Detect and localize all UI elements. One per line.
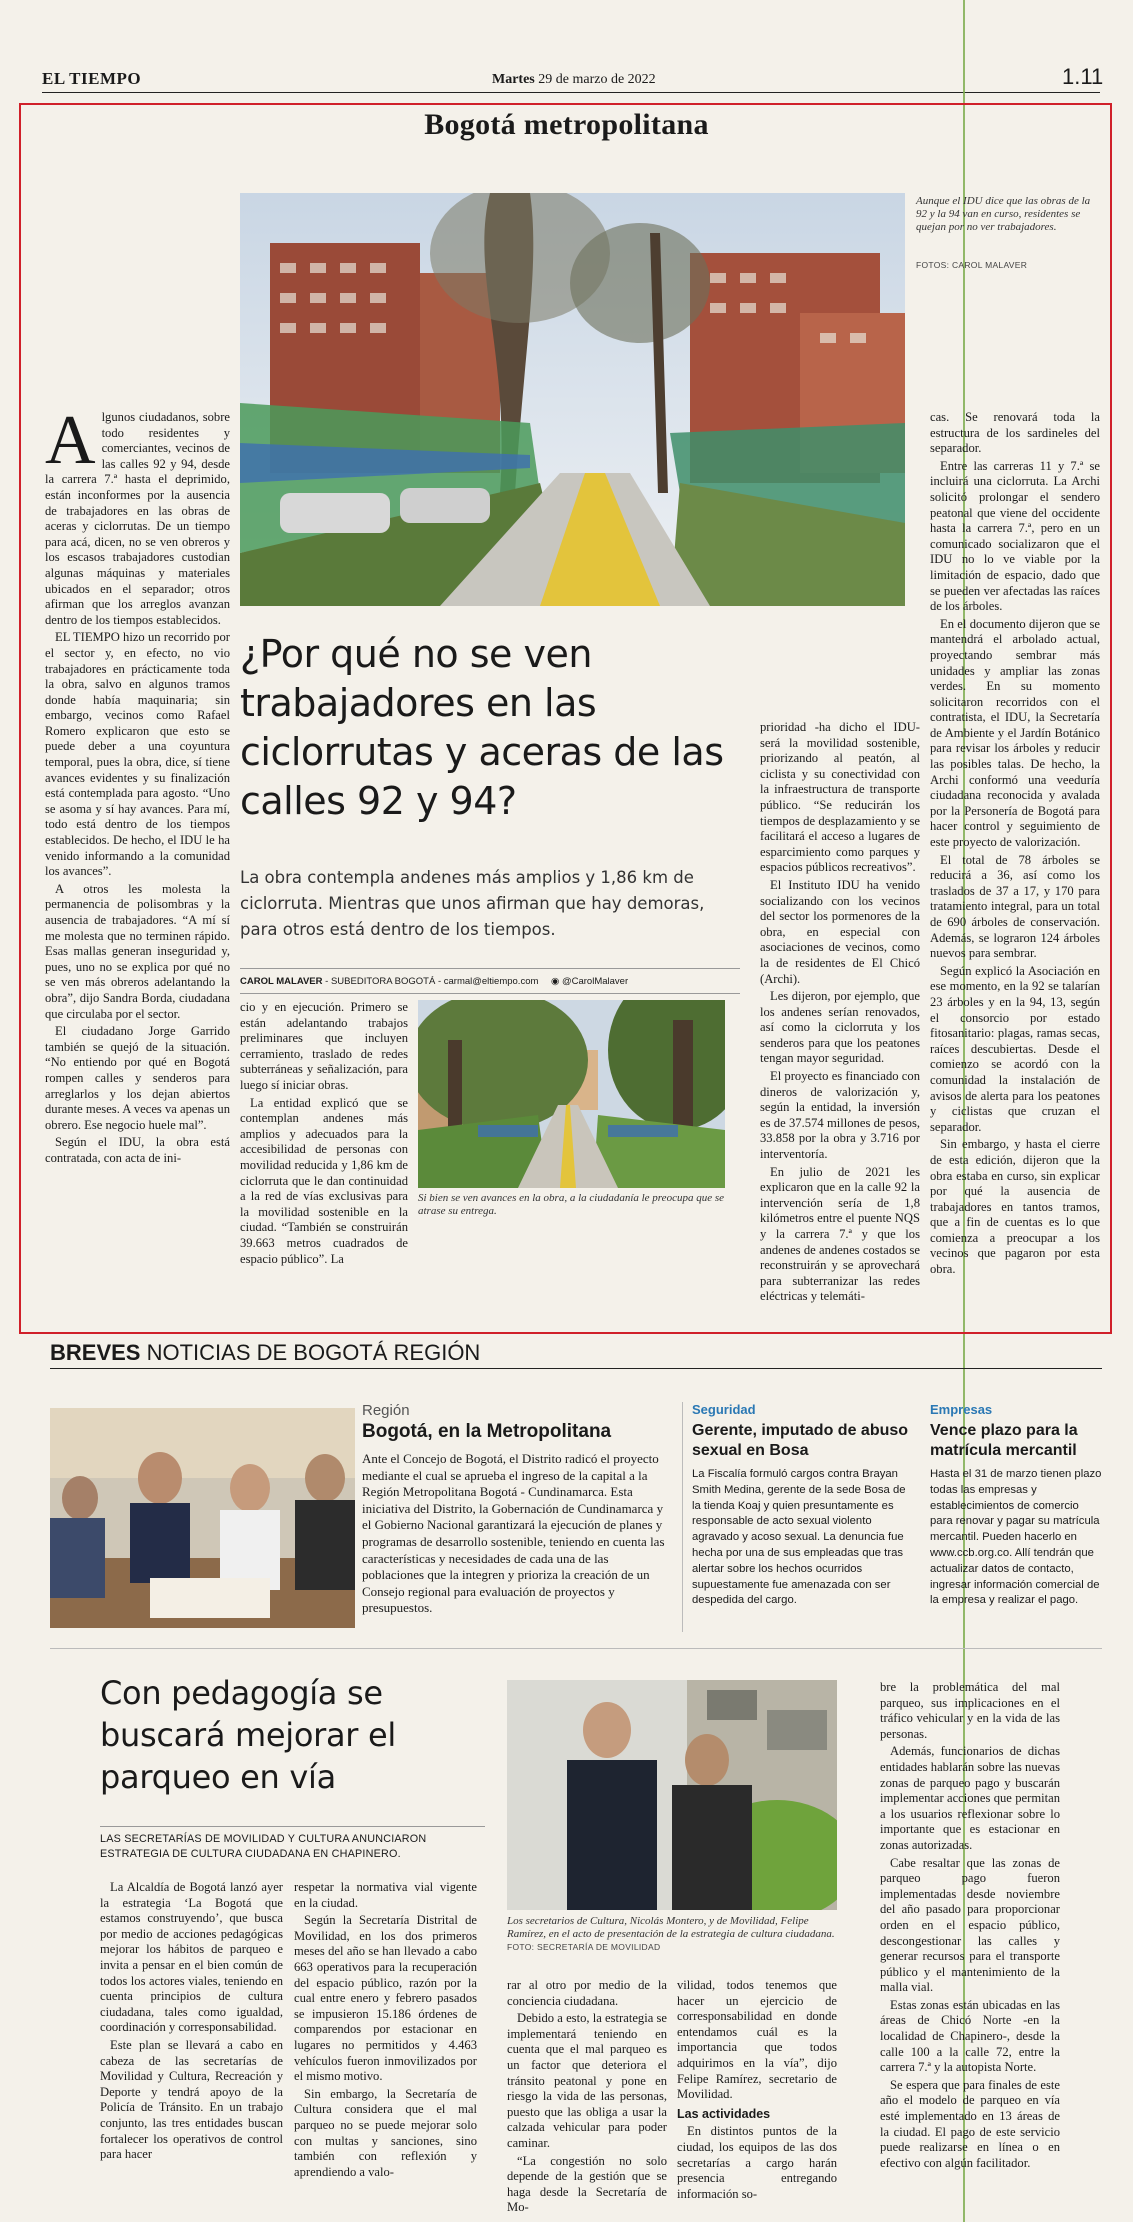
breves-bold: BREVES xyxy=(50,1340,141,1365)
header-rule xyxy=(42,92,1100,93)
second-paragraph: Debido a esto, la estrategia se implementará teniendo en cuenta que el mal parqueo es un factor que deteriora el tránsito peatonal y pone en riesgo la vida de las personas, puesto que las obliga a usar la calzada vehicular para poder caminar. xyxy=(507,2011,667,2150)
second-col-3 xyxy=(507,1978,667,2218)
byline-social: @CarolMalaver xyxy=(561,976,629,987)
breve-divider xyxy=(682,1402,683,1632)
second-col-5 xyxy=(880,1680,1060,2173)
second-paragraph: Según la Secretaría Distrital de Movilidad, en los dos primeros meses del año se han llevado a cabo 663 operativos para la recuperación del espacio público, razón por la cual entre enero y febrero pasados se impusieron 15.186 órdenes de comparendos por estacionar en lugares no permitidos y 4.463 vehículos fueron inmovilizados por el mismo motivo. xyxy=(294,1913,477,2084)
col3-paragraph: El proyecto es financiado con dineros de valorización y, según la entidad, la inversión es de 37.574 millones de pesos, 33.858 por la obra y 3.716 por interventoría. xyxy=(760,1069,920,1162)
breves-rule xyxy=(50,1368,1102,1369)
col1-paragraph: Según el IDU, la obra está contratada, con acta de ini- xyxy=(45,1135,230,1165)
second-paragraph: La Alcaldía de Bogotá lanzó ayer la estrategia ‘La Bogotá que estamos construyendo’, que busca por medio de acciones pedagógicas mejorar los hábitos de parqueo e invita a pensar en el bien común de todos los actores viales, teniendo en cuenta principios de cultura ciudadana, tales como igualdad, coordinación y corresponsabilidad. xyxy=(100,1880,283,2035)
second-paragraph: vilidad, todos tenemos que hacer un ejercicio de corresponsabilidad en donde entendamos cuál es la importancia que todos adquirimos en la vía”, dijo Felipe Ramírez, secretario de Movilidad. xyxy=(677,1978,837,2102)
second-col-1 xyxy=(100,1880,283,2165)
byline xyxy=(240,976,740,987)
second-dek-rule xyxy=(100,1826,485,1827)
main-photo-caption: Aunque el IDU dice que las obras de la 92 y la 94 van en curso, residentes se quejan por no ver trabajadores. xyxy=(916,195,1091,233)
col3-paragraph: Les dijeron, por ejemplo, que los andenes serían renovados, así como la ciclorruta y los senderos para que los peatones tengan mayor seguridad. xyxy=(760,989,920,1066)
col2-paragraph: La entidad explicó que se contemplan andenes más amplios y adecuados para la accesibilidad de personas con movilidad reducida y 1,86 km de ciclorruta que le dan continuidad a la red de vías exclusivas para la movilidad sostenible en la ciudad. “También se construirán 39.663 metros cuadrados de espacio público”. La xyxy=(240,1095,408,1266)
second-photo-credit: FOTO: SECRETARÍA DE MOVILIDAD xyxy=(507,1942,661,1952)
main-photo-credit: FOTOS: CAROL MALAVER xyxy=(916,260,1028,270)
second-paragraph: bre la problemática del mal parqueo, sus implicaciones en el tráfico vehicular y en la vida de las personas. xyxy=(880,1680,1060,1741)
secondary-photo-caption: Si bien se ven avances en la obra, a la ciudadanía le preocupa que se atrase su entrega. xyxy=(418,1192,724,1217)
breve-body: Ante el Concejo de Bogotá, el Distrito radicó el proyecto mediante el cual se aprueba el ingreso de la capital a la Región Metropolitana Bogotá - Cundinamarca. Esta iniciativa del Distrito, la Gobernación de Cundinamarca y el Gobierno Nacional garantizará la ejecución de planes y programas de desarrollo sostenible, teniendo en cuenta las características y necesidades de cada una de las poblaciones que la integren y prioriza la creación de un Consejo regional para evaluación de proyectos y presupuestos. xyxy=(362,1451,665,1616)
date-day: Martes xyxy=(492,72,535,87)
col4-paragraph: Entre las carreras 11 y 7.ª se incluirá una ciclorruta. La Archi solicitó prolongar el sendero peatonal que viene del occidente hasta la carrera 7.ª, pero en un comunicado socializaron que el IDU no lo ve viable por la limitación de espacio, dado que se pueden ver afectadas las raíces de los árboles. xyxy=(930,458,1100,614)
second-paragraph: Se espera que para finales de este año el modelo de parqueo en vía esté implementado en 13 áreas de la ciudad. El pago de este servicio puede realizarse en línea o en efectivo con algún facilitador. xyxy=(880,2077,1060,2170)
issue-date xyxy=(492,72,656,88)
byline-rule xyxy=(240,968,740,969)
second-paragraph: Sin embargo, la Secretaría de Cultura considera que el mal parqueo no se puede mejorar solo con multas y sanciones, sino también con reflexión y aprendiendo a valo- xyxy=(294,2086,477,2179)
second-paragraph: rar al otro por medio de la conciencia ciudadana. xyxy=(507,1978,667,2008)
page-number: 1.11 xyxy=(1062,64,1104,89)
col4-paragraph: El total de 78 árboles se reducirá a 36, así como los traslados de 37 a 17, y 170 para tratamiento integral, para un total de 690 árboles de conservación. Además, se lograron 124 árboles nuevos para sembrar. xyxy=(930,852,1100,961)
second-paragraph: Además, funcionarios de dichas entidades hablarán sobre las nuevas zonas de parqueo pago y buscarán implementar acciones que permitan a los usuarios reflexionar sobre lo importante que es estacionar en zonas autorizadas. xyxy=(880,1744,1060,1852)
breve-title: Vence plazo para la matrícula mercantil xyxy=(930,1422,1078,1459)
breve-kicker: Empresas xyxy=(930,1402,993,1417)
col3-paragraph: prioridad -ha dicho el IDU- será la movilidad sostenible, priorizando al peatón, al ciclista y su conectividad con la infraestructura de transporte público. “Se reducirán los tiempos de desplazamiento y se facilitará el acceso a lugares de esparcimiento como parques y espacios públicos recreativos”. xyxy=(760,720,920,875)
article-col-2 xyxy=(240,1000,408,1269)
breve-item-region xyxy=(362,1402,672,1617)
breve-kicker: Seguridad xyxy=(692,1402,756,1417)
col3-paragraph: En julio de 2021 les explicaron que en la calle 92 la intervención sería de 1,8 kilómetros entre el puente NQS y la carrera 7.ª y que los andenes de andenes costados se reconstruirán y se aprovechará para subterranizar las redes eléctricas y telemáti- xyxy=(760,1164,920,1304)
second-col-4 xyxy=(677,1978,837,2204)
brand-logo: EL TIEMPO xyxy=(42,69,142,88)
twitter-icon: ◉ xyxy=(551,976,560,987)
col1-paragraph: El ciudadano Jorge Garrido también se quejó de la situación. “No entiendo por qué en Bogotá rompen calles y senderos para arreglarlos y los dejan abiertos durante meses. A veces va apenas un obrero. Ese negocio huele mal”. xyxy=(45,1024,230,1132)
col4-paragraph: Según explicó la Asociación en ese momento, en la 92 se talarían 23 árboles y en la 94, 13, según el consorcio por estado fitosanitario: plagas, ramas secas, raíces descubiertas. Desde el comienzo se acordó con la comunidad la instalación de avisos de alerta para los peatones y ciclistas que cruzan el separador. xyxy=(930,963,1100,1134)
second-dek: LAS SECRETARÍAS DE MOVILIDAD Y CULTURA ANUNCIARON ESTRATEGIA DE CULTURA CIUDADANA EN CHAPINERO. xyxy=(100,1833,427,1860)
breve-body: La Fiscalía formuló cargos contra Brayan Smith Medina, gerente de la sede Bosa de la tienda Koaj y quien presuntamente es responsable de acto sexual violento agravado y acoso sexual. La denuncia fue hecha por una de sus empleadas que tras alertar sobre los hechos ocurridos supuestamente fue amenazada con ser despedida del cargo. xyxy=(692,1468,906,1607)
breves-subtitle: NOTICIAS DE BOGOTÁ REGIÓN xyxy=(146,1340,481,1365)
second-paragraph: Estas zonas están ubicadas en las áreas de Chicó Norte -en la localidad de Chapinero-, desde la calle 100 a la calle 72, entre la carrera 7.ª y la autopista Norte. xyxy=(880,1997,1060,2075)
breves-title xyxy=(50,1340,480,1366)
breve-title: Gerente, imputado de abuso sexual en Bosa xyxy=(692,1422,909,1459)
second-subhead: Las actividades xyxy=(677,2106,771,2121)
article-subtitle: La obra contempla andenes más amplios y 1,86 km de ciclorruta. Mientras que unos afirman que hay demoras, para otros está dentro de los tiempos. xyxy=(240,868,705,939)
drop-cap: A xyxy=(45,402,96,479)
col2-paragraph: cio y en ejecución. Primero se están adelantando trabajos preliminares que incluyen cerramiento, traslado de redes subterráneas y señalización, para luego sí iniciar obras. xyxy=(240,1000,408,1092)
second-photo-caption xyxy=(507,1915,837,1954)
col1-paragraph: A otros les molesta la permanencia de polisombras y la ausencia de trabajadores. “A mí sí me molesta que no terminen rápido. Esas mallas generan inseguridad y, pues, uno no se explica por qué no se ven más obreros adelantando la obra”, dijo Sandra Borda, ciudadana que circulaba por el sector. xyxy=(45,881,230,1021)
breve-item-empresas xyxy=(930,1402,1102,1609)
byline-rule-bottom xyxy=(240,993,740,994)
breve-item-seguridad xyxy=(692,1402,917,1609)
section-title: Bogotá metropolitana xyxy=(424,108,709,141)
second-paragraph: En distintos puntos de la ciudad, los equipos de las dos secretarías a cargo harán presencia entregando información so- xyxy=(677,2124,837,2201)
breve-body: Hasta el 31 de marzo tienen plazo todas las empresas y establecimientos de comercio para renovar y pagar su matrícula mercantil. Pueden hacerlo en www.ccb.org.co. Allí tendrán que actualizar datos de contacto, ingresar información comercial de la empresa y realizar el pago. xyxy=(930,1468,1102,1607)
second-paragraph: Cabe resaltar que las zonas de parqueo pago fueron implementadas desde noviembre del año pasado para proporcionar orden en el espacio público, descongestionar las calles y generar recursos para el transporte público y el mantenimiento de la malla vial. xyxy=(880,1855,1060,1995)
second-caption-text: Los secretarios de Cultura, Nicolás Montero, y de Movilidad, Felipe Ramírez, en el acto de presentación de la estrategia de cultura ciudadana. xyxy=(507,1915,835,1940)
breves-photo xyxy=(50,1408,355,1628)
second-photo xyxy=(507,1680,837,1910)
byline-role: - SUBEDITORA BOGOTÁ - carmal@eltiempo.com xyxy=(325,976,539,987)
col4-paragraph: cas. Se renovará toda la estructura de los sardineles del separador. xyxy=(930,410,1100,456)
col1-first: lgunos ciudadanos, sobre todo residentes y comerciantes, vecinos de las calles 92 y 94, desde la carrera 7.ª hasta el deprimido, están inconformes por la ausencia de trabajadores en las obras de aceras y ciclorrutas. De un tiempo para acá, dicen, no se ven obreros y los escasos trabajadores custodian algunas máquinas y materiales ubicados en el separador; otros afirman que los arreglos avanzan dentro de los tiempos establecidos. xyxy=(45,410,230,627)
article-col-1 xyxy=(45,402,230,1169)
secondary-photo xyxy=(418,1000,725,1188)
col4-paragraph: Sin embargo, y hasta el cierre de esta edición, dijeron que la obra estaba en curso, sin explicar por qué la ausencia de trabajadores en tantos tramos, que a fin de cuentas es lo que comienza a preocupar a los vecinos que pagaron por esta obra. xyxy=(930,1137,1100,1277)
breve-kicker: Región xyxy=(362,1402,410,1419)
col4-paragraph: En el documento dijeron que se mantendrá el arbolado actual, proyectando sembrar más unidades y ampliar las zonas verdes. En su momento solicitaron recorridos con el contratista, el IDU, la Secretaría de Ambiente y el Jardín Botánico para revisar los árboles y reducir las posibles talas. De hecho, la Archi conformó una veeduría ciudadana reconocida y avalada por la Personería de Bogotá para hacer control y seguimiento de este proyecto de valorización. xyxy=(930,616,1100,850)
breve-title: Bogotá, en la Metropolitana xyxy=(362,1421,612,1442)
col3-paragraph: El Instituto IDU ha venido socializando con los vecinos del sector los pormenores de la obra, en especial con asociaciones de vecinos, como la de residentes de El Chicó (Archi). xyxy=(760,877,920,986)
article-col-3 xyxy=(760,720,920,1307)
second-paragraph: “La congestión no solo depende de la gestión que se haga desde la Secretaría de Mo- xyxy=(507,2153,667,2215)
second-paragraph: Este plan se llevará a cabo en cabeza de las secretarías de Movilidad y Cultura, Recreación y Deporte y tendrá apoyo de la Policía de Tránsito. En un trabajo conjunto, las tres entidades buscan fortalecer los operativos de control para hacer xyxy=(100,2037,283,2162)
second-col-2 xyxy=(294,1880,477,2182)
second-paragraph: respetar la normativa vial vigente en la ciudad. xyxy=(294,1880,477,1910)
date-rest: 29 de marzo de 2022 xyxy=(538,72,656,87)
breves-bottom-rule xyxy=(50,1648,1102,1649)
article-headline: ¿Por qué no se ven trabajadores en las ciclorrutas y aceras de las calles 92 y 94? xyxy=(240,632,724,823)
second-headline: Con pedagogía se buscará mejorar el parqueo en vía xyxy=(100,1674,397,1796)
col1-paragraph: EL TIEMPO hizo un recorrido por el sector y, en efecto, no vio trabajadores en prácticamente toda la obra, salvo en algunos tramos donde había maquinaria; sin embargo, vecinos como Rafael Romero explicaron que esto se puede deber a una coyuntura temporal, pues la obra, dice, sí tiene avances evidentes y su finalización está contemplada para agosto. “Uno se asoma y sí hay avances. Para mí, todo está dentro de los tiempos establecidos. De hecho, el IDU le ha venido informando a la comunidad los avances”. xyxy=(45,630,230,879)
article-col-4 xyxy=(930,410,1100,1280)
main-photo xyxy=(240,193,905,606)
byline-name: CAROL MALAVER xyxy=(240,976,323,987)
